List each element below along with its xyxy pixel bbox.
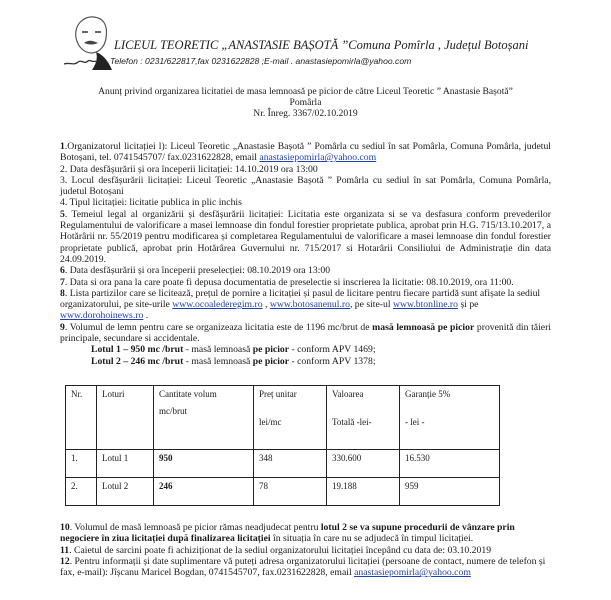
item-text: . Data si ora pana la care poate fi depusa documentatia de preselectie si inscrierea la licitatie: 08.10.2019, ora 11:00. <box>64 276 514 288</box>
lots-table <box>65 385 500 506</box>
item-bold: lotul 2 se va supune procedurii de vânzare prin negociere în ziua licitației după finalizarea licitației <box>60 522 515 545</box>
item-bold: masă lemnoasă pe picior <box>372 321 475 333</box>
item-6 <box>60 265 551 276</box>
table-row <box>66 478 500 506</box>
lot-2-line <box>60 356 551 367</box>
item-text: . Pentru informații și date suplimentare vă puteți adresa organizatorului licitației (persoane de contact, numere de telefon și fax, e-mail): Jîșcanu Maricel Bogdan, 0741545707, fax.0231622828, email <box>60 555 546 579</box>
item-text: , <box>262 299 270 311</box>
item-10 <box>60 522 551 545</box>
cell-unit-price: 78 <box>254 478 327 506</box>
item-4: 4. Tipul licitației: licitatie publica in plic inchis <box>60 197 242 209</box>
cell-total-value: 330.600 <box>327 450 400 478</box>
item-number: 6 <box>60 265 65 277</box>
lot-text: - masă lemnoasă <box>183 355 253 367</box>
table-header-cell: Valoarea Totală -lei- <box>327 386 400 450</box>
item-text: provenită din tăieri principale, secundare si accidentale. <box>60 321 551 345</box>
item-5 <box>60 209 551 265</box>
lot-label: Lotul 1 – 950 mc /brut <box>91 344 184 356</box>
item-text: . Caietul de sarcini poate fi achiziționat de la sediul organizatorului licitației începând cu data de: 03.10.2019 <box>69 544 492 556</box>
item-number: 5 <box>60 208 65 220</box>
item-7 <box>60 277 551 288</box>
table-row <box>66 450 500 478</box>
cell-volume: 950 <box>154 450 254 478</box>
announcement-title-cont: Pomârla <box>289 97 322 108</box>
lot-label: Lotul 2 – 246 mc /brut <box>91 355 184 367</box>
item-text: și pe <box>458 299 479 311</box>
announcement-title: Anunț privind organizarea licitatiei de masa lemnoasă pe picior de către Liceul Teoretic ” Anastasie Bașotă” <box>98 86 513 97</box>
cell-guarantee: 959 <box>400 478 500 506</box>
table-header-cell: Preț unitar lei/mc <box>254 386 327 450</box>
lot-bold: pe picior <box>252 344 290 356</box>
item-text: , pe site-ul <box>349 299 393 311</box>
table-header-row <box>66 386 500 450</box>
school-title: LICEUL TEORETIC „ANASTASIE BAȘOTĂ ”Comuna Pomîrla , Județul Botoșani <box>114 38 529 52</box>
item-9 <box>60 322 551 345</box>
site-link-ocoale[interactable]: www.ocoalederegim.ro <box>172 299 263 311</box>
email-link[interactable]: anastasiepomirla@yahoo.com <box>354 567 471 579</box>
cell-total-value: 19.188 <box>327 478 400 506</box>
cell-guarantee: 16.530 <box>400 450 500 478</box>
item-number: 11 <box>60 544 70 556</box>
item-8 <box>60 288 551 322</box>
email-link[interactable]: anastasiepomirla@yahoo.com <box>259 152 377 164</box>
item-text: . Volumul de lemn pentru care se organizeaza licitatia este de 1196 mc/brut de <box>64 321 373 333</box>
item-12 <box>60 556 551 579</box>
announcement-footer <box>60 522 551 578</box>
item-text: . Lista partizilor care se licitează, prețul de pornire a licitației și pasul de licitare pentru fiecare partidă sunt afișate la sediul organizatorului, pe site-urile <box>60 287 541 311</box>
cell-lot: Lotul 1 <box>97 450 154 478</box>
item-1 <box>60 141 551 164</box>
item-text: . <box>143 310 149 322</box>
item-11 <box>60 545 551 556</box>
table-header-cell: Garanție 5% - lei - <box>400 386 500 450</box>
lot-1-line <box>60 344 551 355</box>
registration-number: Nr. Înreg. 3367/02.10.2019 <box>253 108 358 119</box>
item-text: . Volumul de masă lemnoasă pe picior rămas neadjudecat pentru <box>69 522 321 533</box>
table-header-cell: Cantitate volum mc/brut <box>154 386 254 450</box>
item-2: 2. Data desfășurării și ora începerii licitației: 14.10.2019 ora 13:00 <box>60 163 318 175</box>
site-link-dorohoinews[interactable]: www.dorohoinews.ro <box>60 310 144 322</box>
lot-bold: pe picior <box>252 355 290 367</box>
item-text: . Data desfășurării și ora începerii preselecției: 08.10.2019 ora 13:00 <box>64 265 331 277</box>
item-number: 10 <box>60 522 70 533</box>
item-text: în situația în care nu se adjudecă în timpul licitației. <box>270 533 474 545</box>
cell-volume: 246 <box>154 478 254 506</box>
item-text: . Temeiul legal al organizării și desfășurării licitației: Licitatia este organizata si se va desfasura conform prevederilor Regulamentului de valorificare a masei lemnoase din fondul forestier proprietate publica, aprobat prin H.G. 715/13.10.2017, a Hotărârii nr. 55/2019 pentru modificarea și completarea Regulamentului de valorificare a masei lemnoase din fondul forestier proprietate publică, aprobat prin Hotărârea Guvernului nr. 715/2017 si Hotarârii Consiliului de Administrație din data 24.09.2019. <box>60 208 551 265</box>
letterhead <box>62 12 562 72</box>
school-contact: Telefon : 0231/622817,fax 0231622828 ;E-mail . anastasiepomirla@yahoo.com <box>110 56 412 66</box>
table-header-cell: Loturi <box>97 386 154 450</box>
table-header-cell: Nr. <box>66 386 97 450</box>
cell-nr: 1. <box>66 450 97 478</box>
item-number: 9 <box>60 321 65 333</box>
site-link-botosanenul[interactable]: www.botosanenul.ro <box>269 299 350 311</box>
announcement-body <box>60 141 551 367</box>
site-link-btonline[interactable]: www.btonline.ro <box>392 299 459 311</box>
item-text: .Organizatorul licitației l): Liceul Teoretic „Anastasie Bașotă ” Pomârla cu sediul în sat Pomârla, Comuna Pomârla, judetul Botoșani, tel. 0741545707/ fax.0231622828, email <box>60 141 551 164</box>
item-number: 7 <box>60 276 65 288</box>
cell-lot: Lotul 2 <box>97 478 154 506</box>
cell-nr: 2. <box>66 478 97 506</box>
item-3: 3. Locul desfășurării licitației: Liceul Teoretic „Anastasie Bașotă ” Pomârla cu sediul în sat Pomârla, Comuna Pomârla, judetul Botoșani <box>60 174 551 198</box>
item-number: 1 <box>60 141 65 152</box>
lot-text: - conform APV 1469; <box>289 344 376 356</box>
announcement-heading <box>60 86 551 119</box>
lot-text: - conform APV 1378; <box>289 355 376 367</box>
item-number: 8 <box>60 287 65 299</box>
lot-text: - masă lemnoasă <box>183 344 253 356</box>
cell-unit-price: 348 <box>254 450 327 478</box>
item-number: 12 <box>60 555 70 567</box>
